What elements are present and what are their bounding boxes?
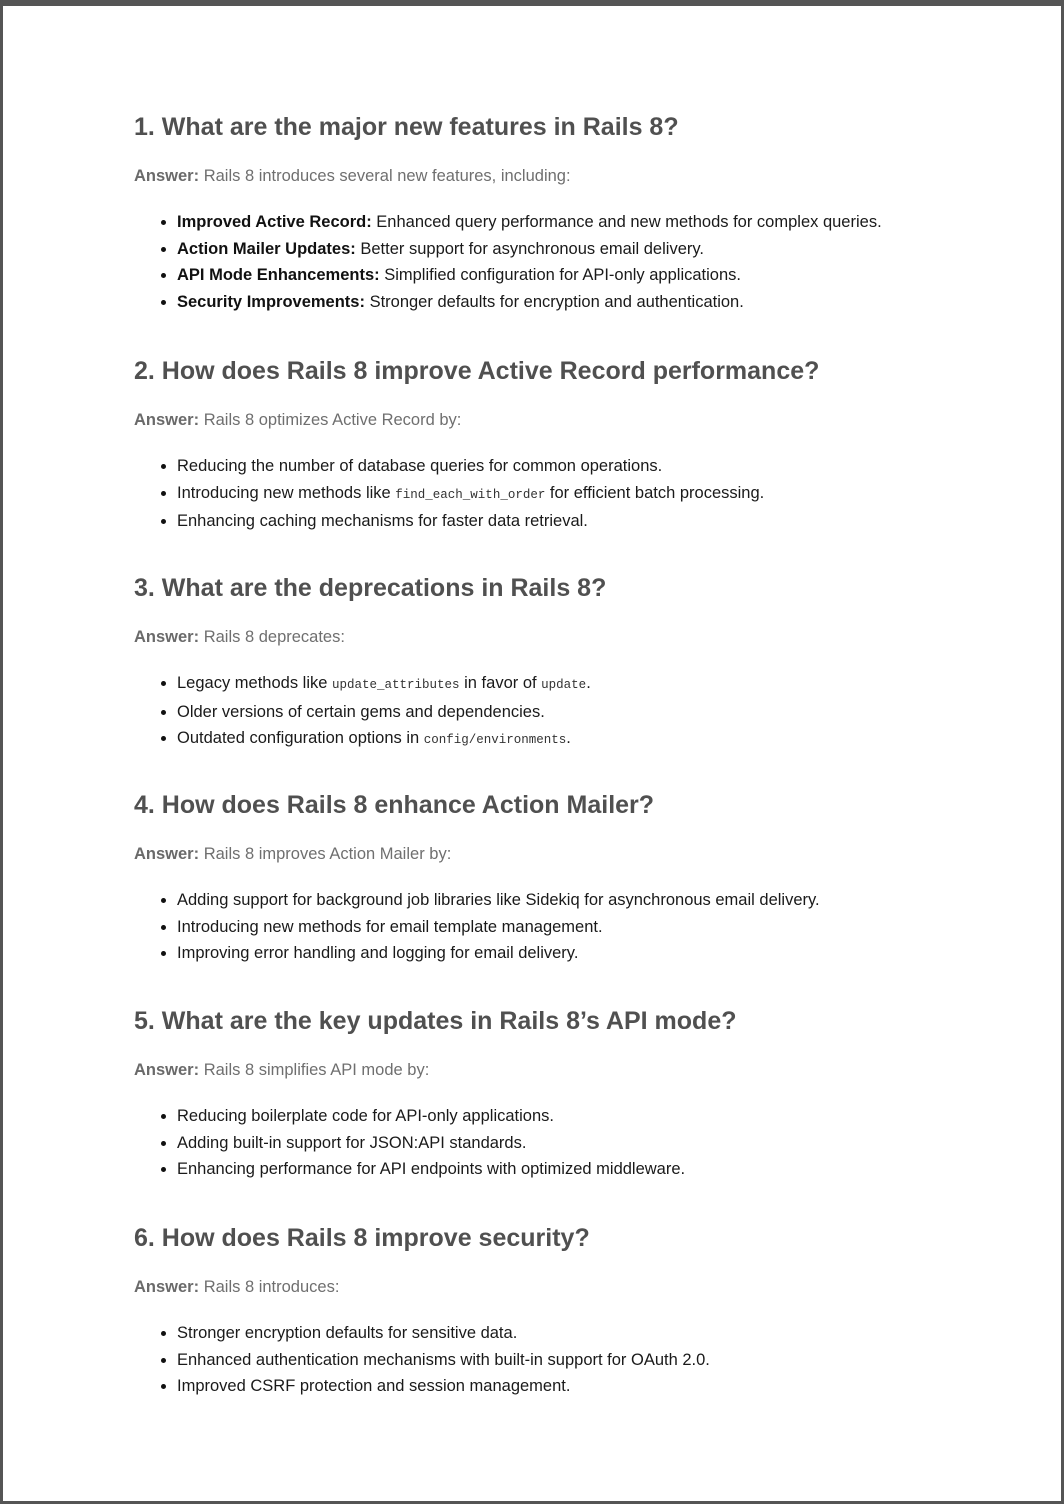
answer-list xyxy=(134,670,1034,754)
answer-list xyxy=(134,1320,1034,1400)
list-item xyxy=(177,670,1034,699)
list-item xyxy=(177,453,1034,480)
question-heading: 2. How does Rails 8 improve Active Record performance? xyxy=(134,357,820,385)
item-text: Improved CSRF protection and session management. xyxy=(177,1377,571,1396)
qa-section-6 xyxy=(134,1222,1034,1400)
answer-text: Rails 8 optimizes Active Record by: xyxy=(199,411,462,429)
qa-section-3 xyxy=(134,572,1034,754)
answer-intro xyxy=(134,165,1034,187)
answer-list xyxy=(134,453,1034,535)
answer-list xyxy=(134,209,1034,316)
item-text: Enhanced query performance and new methods for complex queries. xyxy=(371,213,882,231)
answer-list xyxy=(134,887,1034,967)
list-item xyxy=(177,1156,1034,1183)
qa-section-4 xyxy=(134,789,1034,967)
list-item xyxy=(177,1347,1034,1374)
item-text: Adding built-in support for JSON:API standards. xyxy=(177,1133,527,1152)
item-text: . xyxy=(586,674,591,692)
answer-intro xyxy=(134,1059,1034,1081)
item-term: API Mode Enhancements: xyxy=(177,266,380,285)
question-heading: 4. How does Rails 8 enhance Action Mailer? xyxy=(134,791,655,819)
item-text: Adding support for background job libraries like Sidekiq for asynchronous email delivery. xyxy=(177,891,820,909)
list-item xyxy=(177,1103,1034,1130)
list-item xyxy=(177,236,1034,263)
item-text: in favor of xyxy=(459,674,542,692)
question-heading: 5. What are the key updates in Rails 8’s API mode? xyxy=(134,1007,737,1035)
question-heading: 1. What are the major new features in Rails 8? xyxy=(134,113,679,141)
list-item xyxy=(177,725,1034,754)
list-item xyxy=(177,914,1034,941)
list-item xyxy=(177,508,1034,535)
answer-label: Answer: xyxy=(134,628,200,646)
item-term: Security Improvements: xyxy=(177,293,365,312)
qa-section-1 xyxy=(134,111,1034,316)
list-item xyxy=(177,1130,1034,1157)
inline-code: update_attributes xyxy=(332,678,460,692)
list-item xyxy=(177,1320,1034,1347)
answer-label: Answer: xyxy=(134,167,200,185)
list-item xyxy=(177,940,1034,967)
item-text: Outdated configuration options in xyxy=(177,729,424,748)
item-text: for efficient batch processing. xyxy=(545,483,765,502)
answer-intro xyxy=(134,843,1034,865)
item-text: Reducing boilerplate code for API-only applications. xyxy=(177,1107,554,1125)
answer-text: Rails 8 improves Action Mailer by: xyxy=(199,845,452,863)
list-item xyxy=(177,289,1034,316)
list-item xyxy=(177,699,1034,726)
answer-intro xyxy=(134,626,1034,648)
item-text: Better support for asynchronous email delivery. xyxy=(355,239,704,258)
list-item xyxy=(177,480,1034,509)
answer-text: Rails 8 introduces: xyxy=(199,1278,340,1296)
item-text: Stronger defaults for encryption and authentication. xyxy=(364,293,744,312)
answer-intro xyxy=(134,409,1034,431)
question-heading: 6. How does Rails 8 improve security? xyxy=(134,1224,590,1252)
answer-text: Rails 8 simplifies API mode by: xyxy=(199,1061,430,1079)
item-text: Enhancing performance for API endpoints with optimized middleware. xyxy=(177,1160,686,1179)
item-text: Reducing the number of database queries for common operations. xyxy=(177,457,663,475)
answer-label: Answer: xyxy=(134,1278,200,1296)
item-text: Stronger encryption defaults for sensitive data. xyxy=(177,1324,518,1342)
answer-list xyxy=(134,1103,1034,1183)
list-item xyxy=(177,209,1034,236)
question-heading: 3. What are the deprecations in Rails 8? xyxy=(134,574,607,602)
item-text: Enhancing caching mechanisms for faster data retrieval. xyxy=(177,512,588,531)
answer-label: Answer: xyxy=(134,411,200,429)
qa-section-2 xyxy=(134,355,1034,535)
item-term: Action Mailer Updates: xyxy=(177,239,356,258)
item-text: Older versions of certain gems and dependencies. xyxy=(177,702,545,721)
inline-code: find_each_with_order xyxy=(395,487,546,502)
item-text: Improving error handling and logging for email delivery. xyxy=(177,944,579,963)
answer-text: Rails 8 introduces several new features, including: xyxy=(199,167,571,185)
answer-label: Answer: xyxy=(134,845,200,863)
answer-label: Answer: xyxy=(134,1061,200,1079)
inline-code: config/environments xyxy=(423,733,567,748)
answer-intro xyxy=(134,1276,1034,1298)
item-text: Simplified configuration for API-only applications. xyxy=(379,266,741,285)
list-item xyxy=(177,1373,1034,1400)
item-text: Introducing new methods for email template management. xyxy=(177,917,603,936)
inline-code: update xyxy=(541,678,587,692)
item-text: Introducing new methods like xyxy=(177,483,396,502)
answer-text: Rails 8 deprecates: xyxy=(199,628,345,646)
qa-section-5 xyxy=(134,1005,1034,1183)
item-text: Enhanced authentication mechanisms with built-in support for OAuth 2.0. xyxy=(177,1350,710,1369)
item-text: Legacy methods like xyxy=(177,674,333,692)
list-item xyxy=(177,887,1034,914)
item-term: Improved Active Record: xyxy=(177,213,372,231)
list-item xyxy=(177,262,1034,289)
item-text: . xyxy=(566,729,571,748)
